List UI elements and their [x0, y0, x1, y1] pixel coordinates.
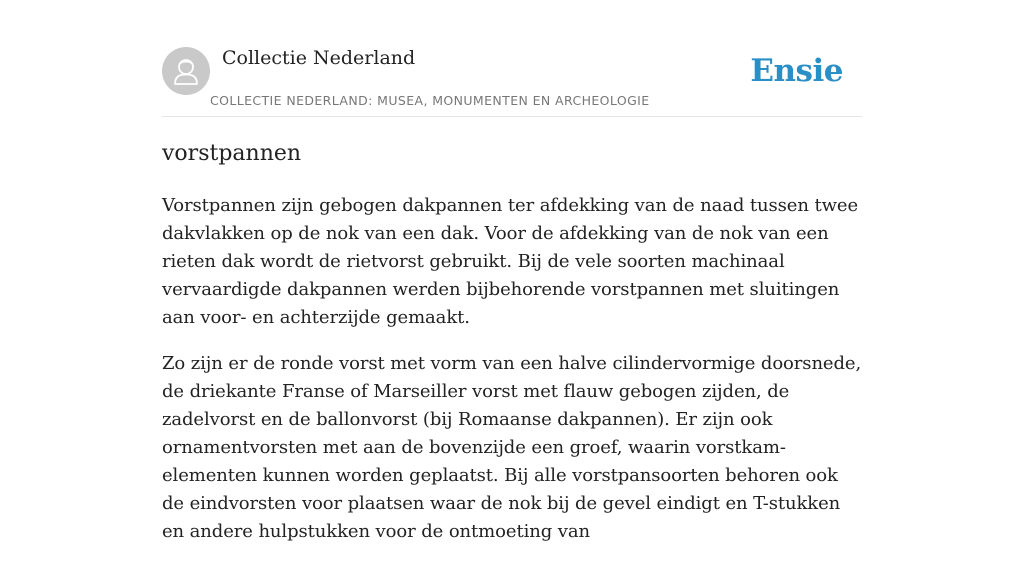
- brand-logo[interactable]: Ensie: [750, 53, 843, 89]
- article-content: [162, 138, 862, 564]
- collection-subtitle[interactable]: COLLECTIE NEDERLAND: MUSEA, MONUMENTEN EN ARCHEOLOGIE: [210, 93, 650, 108]
- article-paragraph: Vorstpannen zijn gebogen dakpannen ter afdekking van de naad tussen twee dakvlakken op de nok van een dak. Voor de afdekking van de nok van een rieten dak wordt de rietvorst gebruikt. Bij de vele soorten machinaal vervaardigde dakpannen werden bijbehorende vorstpannen met sluitingen aan voor- en achterzijde gemaakt.: [162, 195, 859, 328]
- author-name[interactable]: Collectie Nederland: [222, 47, 416, 69]
- article-paragraph: Zo zijn er de ronde vorst met vorm van een halve cilindervormige doorsnede, de driekante Franse of Marseiller vorst met flauw gebogen zijden, de zadelvorst en de ballonvorst (bij Romaanse dakpannen). Er zijn ook ornamentvorsten met aan de bovenzijde een groef, waarin vorstkam-elementen kunnen worden geplaatst. Bij alle vorstpansoorten behoren ook de eindvorsten voor plaatsen waar de nok bij de gevel eindigt en T-stukken en andere hulpstukken voor de ontmoeting van: [162, 353, 862, 542]
- article-title: vorstpannen: [162, 141, 302, 166]
- user-silhouette-icon: [162, 47, 210, 95]
- avatar[interactable]: [162, 47, 210, 95]
- author-header: [162, 44, 862, 117]
